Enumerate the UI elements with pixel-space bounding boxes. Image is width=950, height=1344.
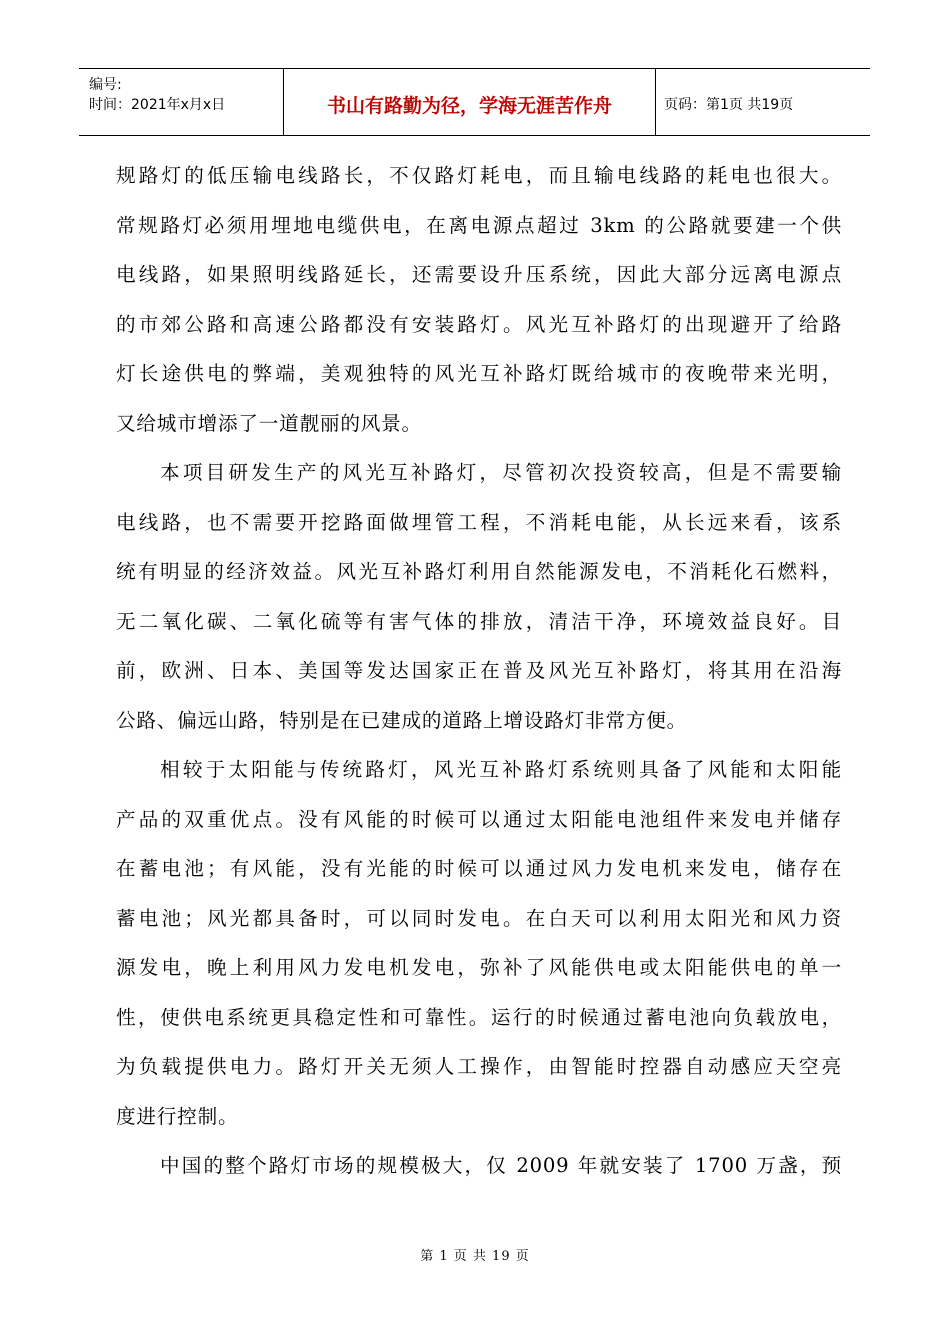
body-line: 源发电，晚上利用风力发电机发电，弥补了风能供电或太阳能供电的单一 <box>116 956 842 979</box>
footer-page-number: 第 1 页 共 19 页 <box>420 1249 530 1264</box>
header-page-info: 页码：第1页 共19页 <box>664 97 794 113</box>
document-body <box>116 161 842 1201</box>
body-line: 在蓄电池；有风能，没有光能的时候可以通过风力发电机来发电，储存在 <box>116 857 842 880</box>
header-meta-cell <box>79 69 284 135</box>
body-line: 统有明显的经济效益。风光互补路灯利用自然能源发电，不消耗化石燃料， <box>116 560 842 583</box>
body-line: 无二氧化碳、二氧化硫等有害气体的排放，清洁干净，环境效益良好。目 <box>116 609 842 633</box>
header-motto-cell <box>284 69 656 135</box>
page-footer <box>0 1245 950 1264</box>
body-line: 中国的整个路灯市场的规模极大，仅 2009 年就安装了 1700 万盏，预 <box>160 1154 842 1177</box>
body-line: 灯长途供电的弊端，美观独特的风光互补路灯既给城市的夜晚带来光明， <box>116 362 842 385</box>
header-page-cell <box>656 69 870 135</box>
body-line: 为负载提供电力。路灯开关无须人工操作，由智能时控器自动感应天空亮 <box>116 1055 842 1078</box>
body-line: 相较于太阳能与传统路灯，风光互补路灯系统则具备了风能和太阳能 <box>160 758 842 781</box>
body-line: 电线路，如果照明线路延长，还需要设升压系统，因此大部分远离电源点 <box>116 263 842 286</box>
body-line: 度进行控制。 <box>116 1104 239 1128</box>
body-line: 本项目研发生产的风光互补路灯，尽管初次投资较高，但是不需要输 <box>160 461 842 484</box>
body-line: 电线路，也不需要开挖路面做埋管工程，不消耗电能，从长远来看，该系 <box>116 510 842 534</box>
body-line: 常规路灯必须用埋地电缆供电，在离电源点超过 3km 的公路就要建一个供 <box>116 213 842 237</box>
body-line: 又给城市增添了一道靓丽的风景。 <box>116 411 422 435</box>
header-motto: 书山有路勤为径，学海无涯苦作舟 <box>326 94 612 117</box>
body-line: 前，欧洲、日本、美国等发达国家正在普及风光互补路灯，将其用在沿海 <box>116 659 842 682</box>
body-line: 性，使供电系统更具稳定性和可靠性。运行的时候通过蓄电池向负载放电， <box>116 1005 842 1029</box>
body-line: 产品的双重优点。没有风能的时候可以通过太阳能电池组件来发电并储存 <box>116 807 842 831</box>
body-line: 的市郊公路和高速公路都没有安装路灯。风光互补路灯的出现避开了给路 <box>116 312 842 336</box>
body-line: 公路、偏远山路，特别是在已建成的道路上增设路灯非常方便。 <box>116 708 688 732</box>
body-line: 蓄电池；风光都具备时，可以同时发电。在白天可以利用太阳光和风力资 <box>116 906 842 930</box>
document-time-label: 时间：2021年x月x日 <box>89 97 226 113</box>
document-header <box>79 68 870 136</box>
body-line: 规路灯的低压输电线路长，不仅路灯耗电，而且输电线路的耗电也很大。 <box>116 164 842 187</box>
document-number-label: 编号: <box>89 77 122 93</box>
